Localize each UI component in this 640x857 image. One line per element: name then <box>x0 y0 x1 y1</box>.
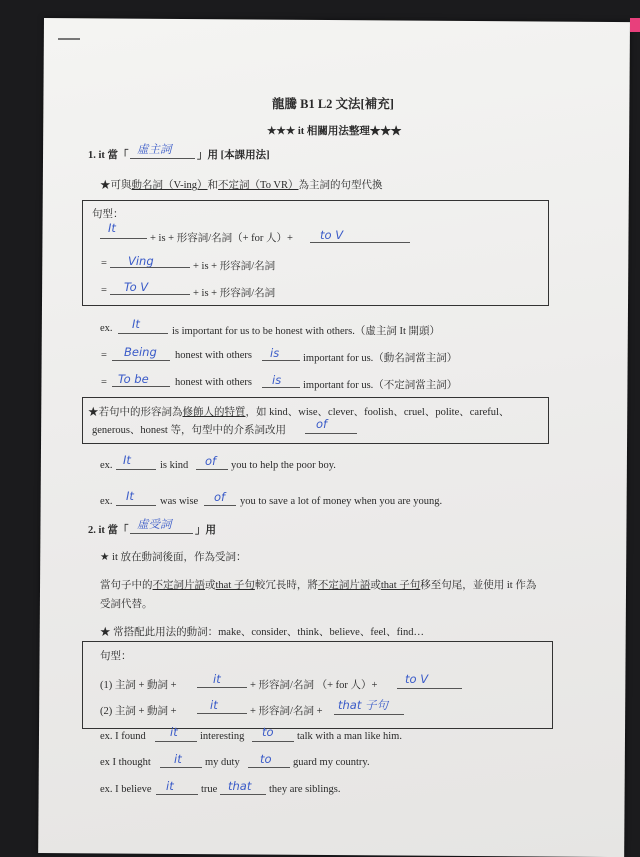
section2-intro: ★ it 放在動詞後面，作為受詞： <box>100 552 247 563</box>
blank-line <box>204 505 236 506</box>
ex2-fill2: is <box>270 346 280 360</box>
ex1-text: is important for us to be honest with others.（虛主詞 It 開頭） <box>172 326 441 337</box>
pattern-label: 句型： <box>92 209 124 220</box>
blank-line <box>112 360 170 361</box>
blank-line <box>116 469 156 470</box>
section2-verbs: ★ 常搭配此用法的動詞：make、consider、think、believe、feel、find… <box>100 627 424 638</box>
ex4-fill2: of <box>205 454 217 468</box>
section2-fill: 虛受詞 <box>137 517 172 531</box>
pink-sticky-tab <box>630 18 640 32</box>
ex3-text2: important for us.（不定詞當主詞） <box>303 380 458 391</box>
page-title: 龍騰 B1 L2 文法[補充] <box>272 97 394 111</box>
rule1-b: + 形容詞/名詞 （+ for 人）+ <box>250 680 378 691</box>
blank-line <box>197 687 247 688</box>
s2-ex2-fill1: it <box>174 752 182 766</box>
blank-line <box>116 505 156 506</box>
blank-line <box>110 294 190 295</box>
ex4-lead: ex. <box>100 460 113 471</box>
s2-ex2-fill2: to <box>260 752 272 766</box>
ex2-text1: honest with others <box>175 350 252 361</box>
section2-desc2: 受詞代替。 <box>100 599 153 610</box>
blank-line <box>310 242 410 243</box>
blank-line <box>118 333 168 334</box>
ex4-text2: you to help the poor boy. <box>231 460 336 471</box>
ex5-text2: you to save a lot of money when you are young. <box>240 496 443 507</box>
pattern3-eq: = <box>101 285 107 296</box>
ex3-eq: = <box>101 377 107 388</box>
blank-line <box>155 741 197 742</box>
section1-heading-a: 1. it 當「 <box>88 150 129 161</box>
ex5-lead: ex. <box>100 496 113 507</box>
rule1-fill1: it <box>213 672 221 686</box>
note-fill: of <box>316 417 328 431</box>
s2-ex2-a: ex I thought <box>100 757 151 768</box>
section2-heading-a: 2. it 當「 <box>88 525 129 536</box>
s2-ex3-fill1: it <box>166 779 174 793</box>
blank-line <box>262 360 300 361</box>
pattern2-text: + is + 形容詞/名詞 <box>193 261 276 272</box>
blank-line <box>197 713 247 714</box>
ex2-fill1: Being <box>124 345 157 359</box>
s2-ex1-b: interesting <box>200 731 245 742</box>
s2-ex1-c: talk with a man like him. <box>297 731 402 742</box>
s2-ex2-c: guard my country. <box>293 757 370 768</box>
s2-ex3-c: they are siblings. <box>269 784 341 795</box>
blank-line <box>334 714 404 715</box>
blank-line <box>130 533 193 534</box>
blank-line <box>262 387 300 388</box>
s2-ex3-b: true <box>201 784 218 795</box>
ex5-text1: was wise <box>160 496 199 507</box>
blank-line <box>156 794 198 795</box>
ex4-text1: is kind <box>160 460 189 471</box>
section1-fill: 虛主詞 <box>137 142 172 156</box>
section2-heading-b: 」用 <box>195 525 216 536</box>
blank-line <box>220 794 266 795</box>
blank-line <box>397 688 462 689</box>
ex5-fill1: It <box>126 489 134 503</box>
rule2-fill1: it <box>210 698 218 712</box>
rule2-a: (2) 主詞 + 動詞 + <box>100 706 177 717</box>
blank-line <box>196 469 228 470</box>
note-line1: ★若句中的形容詞為修飾人的特質，如 kind、wise、clever、foolish、cruel、polite、careful、 <box>88 407 510 418</box>
ex3-fill1: To be <box>118 372 149 386</box>
note-line2: generous、honest 等，句型中的介系詞改用 <box>92 425 286 436</box>
pattern3-text: + is + 形容詞/名詞 <box>193 288 276 299</box>
section1-intro: ★可與動名詞（V-ing）和不定詞（To VR）為主詞的句型代換 <box>100 180 383 191</box>
blank-line <box>160 767 202 768</box>
pattern1-fill1: It <box>108 221 116 235</box>
blank-line <box>248 767 290 768</box>
rule2-b: + 形容詞/名詞 + <box>250 706 323 717</box>
ex2-text2: important for us.（動名詞當主詞） <box>303 353 458 364</box>
section1-heading-b: 」用 [本課用法] <box>197 150 270 161</box>
blank-line <box>110 267 190 268</box>
s2-ex3-a: ex. I believe <box>100 784 152 795</box>
pattern-box-1 <box>82 200 549 306</box>
pattern2-fill: Ving <box>128 254 154 268</box>
blank-line <box>112 386 170 387</box>
s2-ex1-a: ex. I found <box>100 731 146 742</box>
s2-ex1-fill2: to <box>262 725 274 739</box>
ex5-fill2: of <box>214 490 226 504</box>
rule1-fill2: to V <box>405 672 429 686</box>
ex1-lead: ex. <box>100 323 113 334</box>
pattern-label-2: 句型： <box>100 651 132 662</box>
s2-ex2-b: my duty <box>205 757 240 768</box>
ex1-fill: It <box>132 317 140 331</box>
blank-line <box>252 741 294 742</box>
section2-desc1: 當句子中的不定詞片語或that 子句較冗長時，將不定詞片語或that 子句移至句尾，並使用 it 作為 <box>100 580 537 591</box>
s2-ex3-fill2: that <box>228 779 252 793</box>
pattern1-fill2: to V <box>320 228 344 242</box>
rule1-a: (1) 主詞 + 動詞 + <box>100 680 177 691</box>
ex4-fill1: It <box>123 453 131 467</box>
pattern1-text: + is + 形容詞/名詞（+ for 人）+ <box>150 233 293 244</box>
pattern2-eq: = <box>101 258 107 269</box>
blank-line <box>100 238 147 239</box>
blank-line <box>305 433 357 434</box>
ex2-eq: = <box>101 350 107 361</box>
ex3-text1: honest with others <box>175 377 252 388</box>
rule2-fill2: that 子句 <box>338 698 389 712</box>
pattern3-fill: To V <box>124 280 149 294</box>
blank-line <box>130 158 195 159</box>
ex3-fill2: is <box>272 373 282 387</box>
s2-ex1-fill1: it <box>170 725 178 739</box>
page-subtitle: ★★★ it 相關用法整理★★★ <box>267 126 402 137</box>
pen-mark <box>58 38 80 40</box>
